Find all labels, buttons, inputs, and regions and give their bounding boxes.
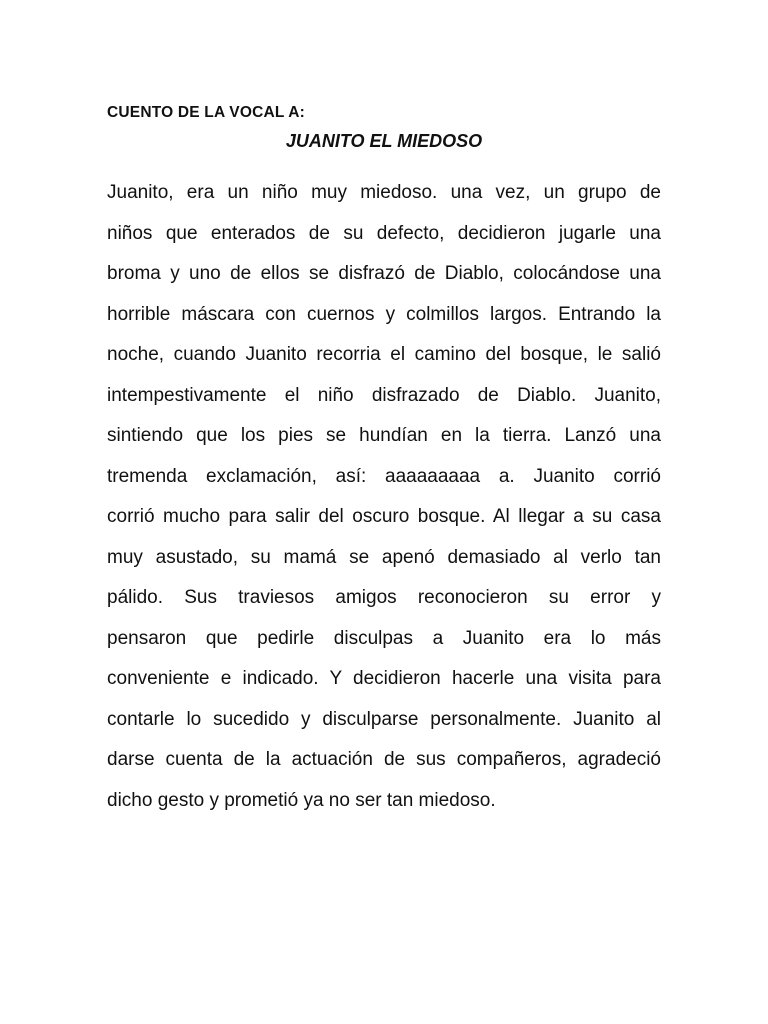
story-line: tremenda exclamación, así: aaaaaaaaa a. Juanito corrió <box>107 465 661 487</box>
story-line: darse cuenta de la actuación de sus compañeros, agradeció <box>107 749 661 770</box>
story-title: JUANITO EL MIEDOSO <box>285 131 483 151</box>
story-line: contarle lo sucedido y disculparse personalmente. Juanito al <box>107 708 661 730</box>
story-line: Juanito, era un niño muy miedoso. una vez, un grupo de <box>107 182 661 203</box>
story-line: noche, cuando Juanito recorria el camino del bosque, le salió <box>107 344 661 365</box>
story-line: muy asustado, su mamá se apenó demasiado al verlo tan <box>107 546 661 568</box>
story-line: sintiendo que los pies se hundían en la tierra. Lanzó una <box>107 425 661 446</box>
story-line: pálido. Sus traviesos amigos reconocieron su error y <box>107 587 661 608</box>
story-line: horrible máscara con cuernos y colmillos largos. Entrando la <box>107 303 661 325</box>
story-line: conveniente e indicado. Y decidieron hacerle una visita para <box>107 668 661 689</box>
story-heading: CUENTO DE LA VOCAL A: <box>107 104 305 121</box>
story-line: corrió mucho para salir del oscuro bosque. Al llegar a su casa <box>107 506 661 527</box>
story-line: broma y uno de ellos se disfrazó de Diablo, colocándose una <box>107 263 661 284</box>
story-body <box>107 173 661 821</box>
story-line: dicho gesto y prometió ya no ser tan miedoso. <box>107 789 496 811</box>
story-line: pensaron que pedirle disculpas a Juanito era lo más <box>107 627 661 649</box>
story-line: intempestivamente el niño disfrazado de Diablo. Juanito, <box>107 384 661 406</box>
story-line: niños que enterados de su defecto, decidieron jugarle una <box>107 222 661 244</box>
